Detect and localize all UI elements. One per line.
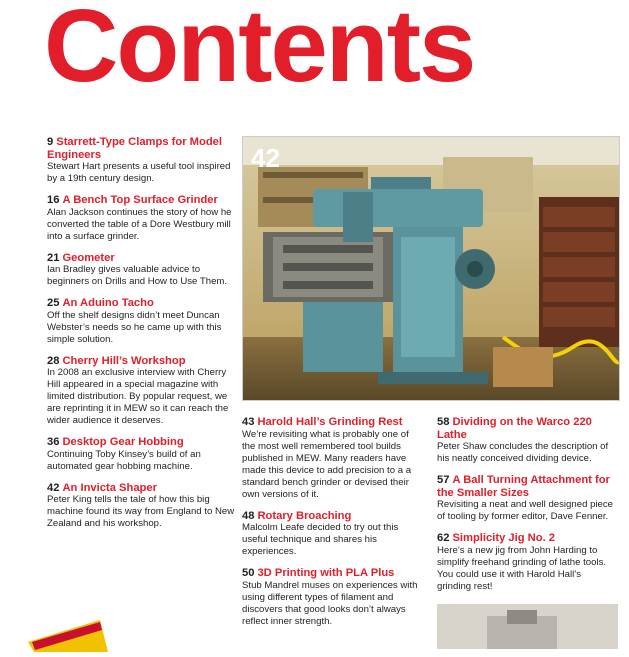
contents-entry[interactable] (437, 474, 617, 523)
shaper-photo (242, 136, 620, 401)
entry-description: Here’s a new jig from John Harding to simplify freehand grinding of lathe tools. You could use it with Harold Hall’s grinding rest! (437, 544, 607, 592)
contents-entry[interactable] (47, 136, 235, 185)
entry-title: Simplicity Jig No. 2 (452, 532, 556, 544)
entry-heading (47, 252, 235, 265)
entry-description: We’re revisiting what is probably one of the most well remembered tool builds published in MEW. Many readers have made this device to add precision to a a standard bench grinder or devised their own versions of it. (242, 428, 412, 500)
entry-page-number: 25 (47, 297, 60, 309)
contents-column-right (437, 416, 617, 602)
contents-entry[interactable] (47, 297, 235, 346)
entry-page-number: 21 (47, 251, 60, 264)
entry-title: An Aduino Tacho (62, 297, 154, 309)
contents-column-left (47, 136, 235, 539)
entry-page-number: 43 (242, 416, 255, 428)
entry-description: Stub Mandrel muses on experiences with using different types of filament and discovers that good looks don’t always reflect inner strength. (242, 579, 418, 627)
entry-page-number: 58 (437, 416, 450, 428)
entry-page-number: 50 (242, 567, 255, 579)
contents-entry[interactable] (47, 482, 235, 531)
entry-title: An Invicta Shaper (62, 481, 157, 494)
entry-heading (47, 297, 235, 310)
entry-description: Revisiting a neat and well designed piece of tooling by former editor, Dave Fenner. (437, 499, 613, 522)
page-number-badge: 42 (251, 143, 280, 173)
entry-heading (242, 510, 420, 523)
entry-page-number: 62 (437, 532, 450, 544)
contents-entry[interactable] (47, 355, 235, 428)
jig-photo-thumbnail (437, 604, 618, 649)
contents-entry[interactable] (242, 510, 420, 559)
contents-column-middle (242, 416, 420, 637)
entry-heading (242, 416, 420, 429)
entry-page-number: 42 (47, 481, 60, 494)
entry-description: Continuing Toby Kinsey’s build of an automated gear hobbing machine. (47, 448, 201, 472)
entry-description: Off the shelf designs didn’t meet Duncan Webster’s needs so he came up with this simple solution. (47, 309, 222, 345)
entry-description: In 2008 an exclusive interview with Cherry Hill appeared in a special magazine with limited distribution. By popular request, we are reprinting it in MEW so it can reach the wider audience it deserves. (47, 367, 229, 426)
entry-heading (47, 194, 235, 207)
magazine-cover-thumbnail (0, 612, 150, 652)
entry-description: Alan Jackson continues the story of how he converted the table of a Dore Westbury mill into a surface grinder. (47, 206, 232, 242)
entry-title: Cherry Hill’s Workshop (62, 354, 186, 367)
entry-page-number: 28 (47, 354, 60, 367)
entry-title: Geometer (62, 251, 115, 264)
entry-description: Peter King tells the tale of how this big machine found its way from England to New Zealand and his workshop. (47, 494, 235, 529)
entry-page-number: 36 (47, 436, 60, 448)
entry-heading (437, 474, 617, 499)
page-title: Contents (44, 0, 475, 103)
entry-heading (437, 532, 617, 545)
entry-heading (47, 482, 235, 495)
entry-title: A Ball Turning Attachment for the Smaller Sizes (437, 474, 610, 499)
entry-heading (47, 355, 235, 368)
entry-title: Rotary Broaching (257, 509, 352, 522)
entry-heading (47, 136, 235, 161)
entry-title: Starrett-Type Clamps for Model Engineers (47, 136, 222, 161)
entry-title: A Bench Top Surface Grinder (62, 194, 218, 206)
entry-page-number: 57 (437, 474, 450, 486)
entry-heading (242, 567, 420, 580)
entry-heading (47, 436, 235, 449)
contents-entry[interactable] (47, 194, 235, 243)
contents-entry[interactable] (47, 436, 235, 473)
entry-page-number: 9 (47, 136, 54, 148)
contents-entry[interactable] (242, 567, 420, 628)
entry-title: Dividing on the Warco 220 Lathe (437, 416, 592, 441)
entry-title: 3D Printing with PLA Plus (257, 567, 395, 579)
contents-entry[interactable] (47, 252, 235, 289)
entry-title: Desktop Gear Hobbing (62, 436, 184, 448)
entry-description: Stewart Hart presents a useful tool inspired by a 19th century design. (47, 161, 231, 184)
entry-description: Peter Shaw concludes the description of his neatly conceived dividing device. (437, 441, 609, 464)
contents-entry[interactable] (437, 532, 617, 593)
contents-entry[interactable] (242, 416, 420, 501)
entry-page-number: 48 (242, 509, 255, 522)
entry-heading (437, 416, 617, 441)
entry-page-number: 16 (47, 194, 60, 206)
entry-description: Malcolm Leafe decided to try out this useful technique and shares his experiences. (242, 522, 399, 557)
contents-entry[interactable] (437, 416, 617, 465)
entry-title: Harold Hall’s Grinding Rest (257, 416, 403, 428)
entry-description: Ian Bradley gives valuable advice to beginners on Drills and How to Use Them. (47, 264, 228, 287)
